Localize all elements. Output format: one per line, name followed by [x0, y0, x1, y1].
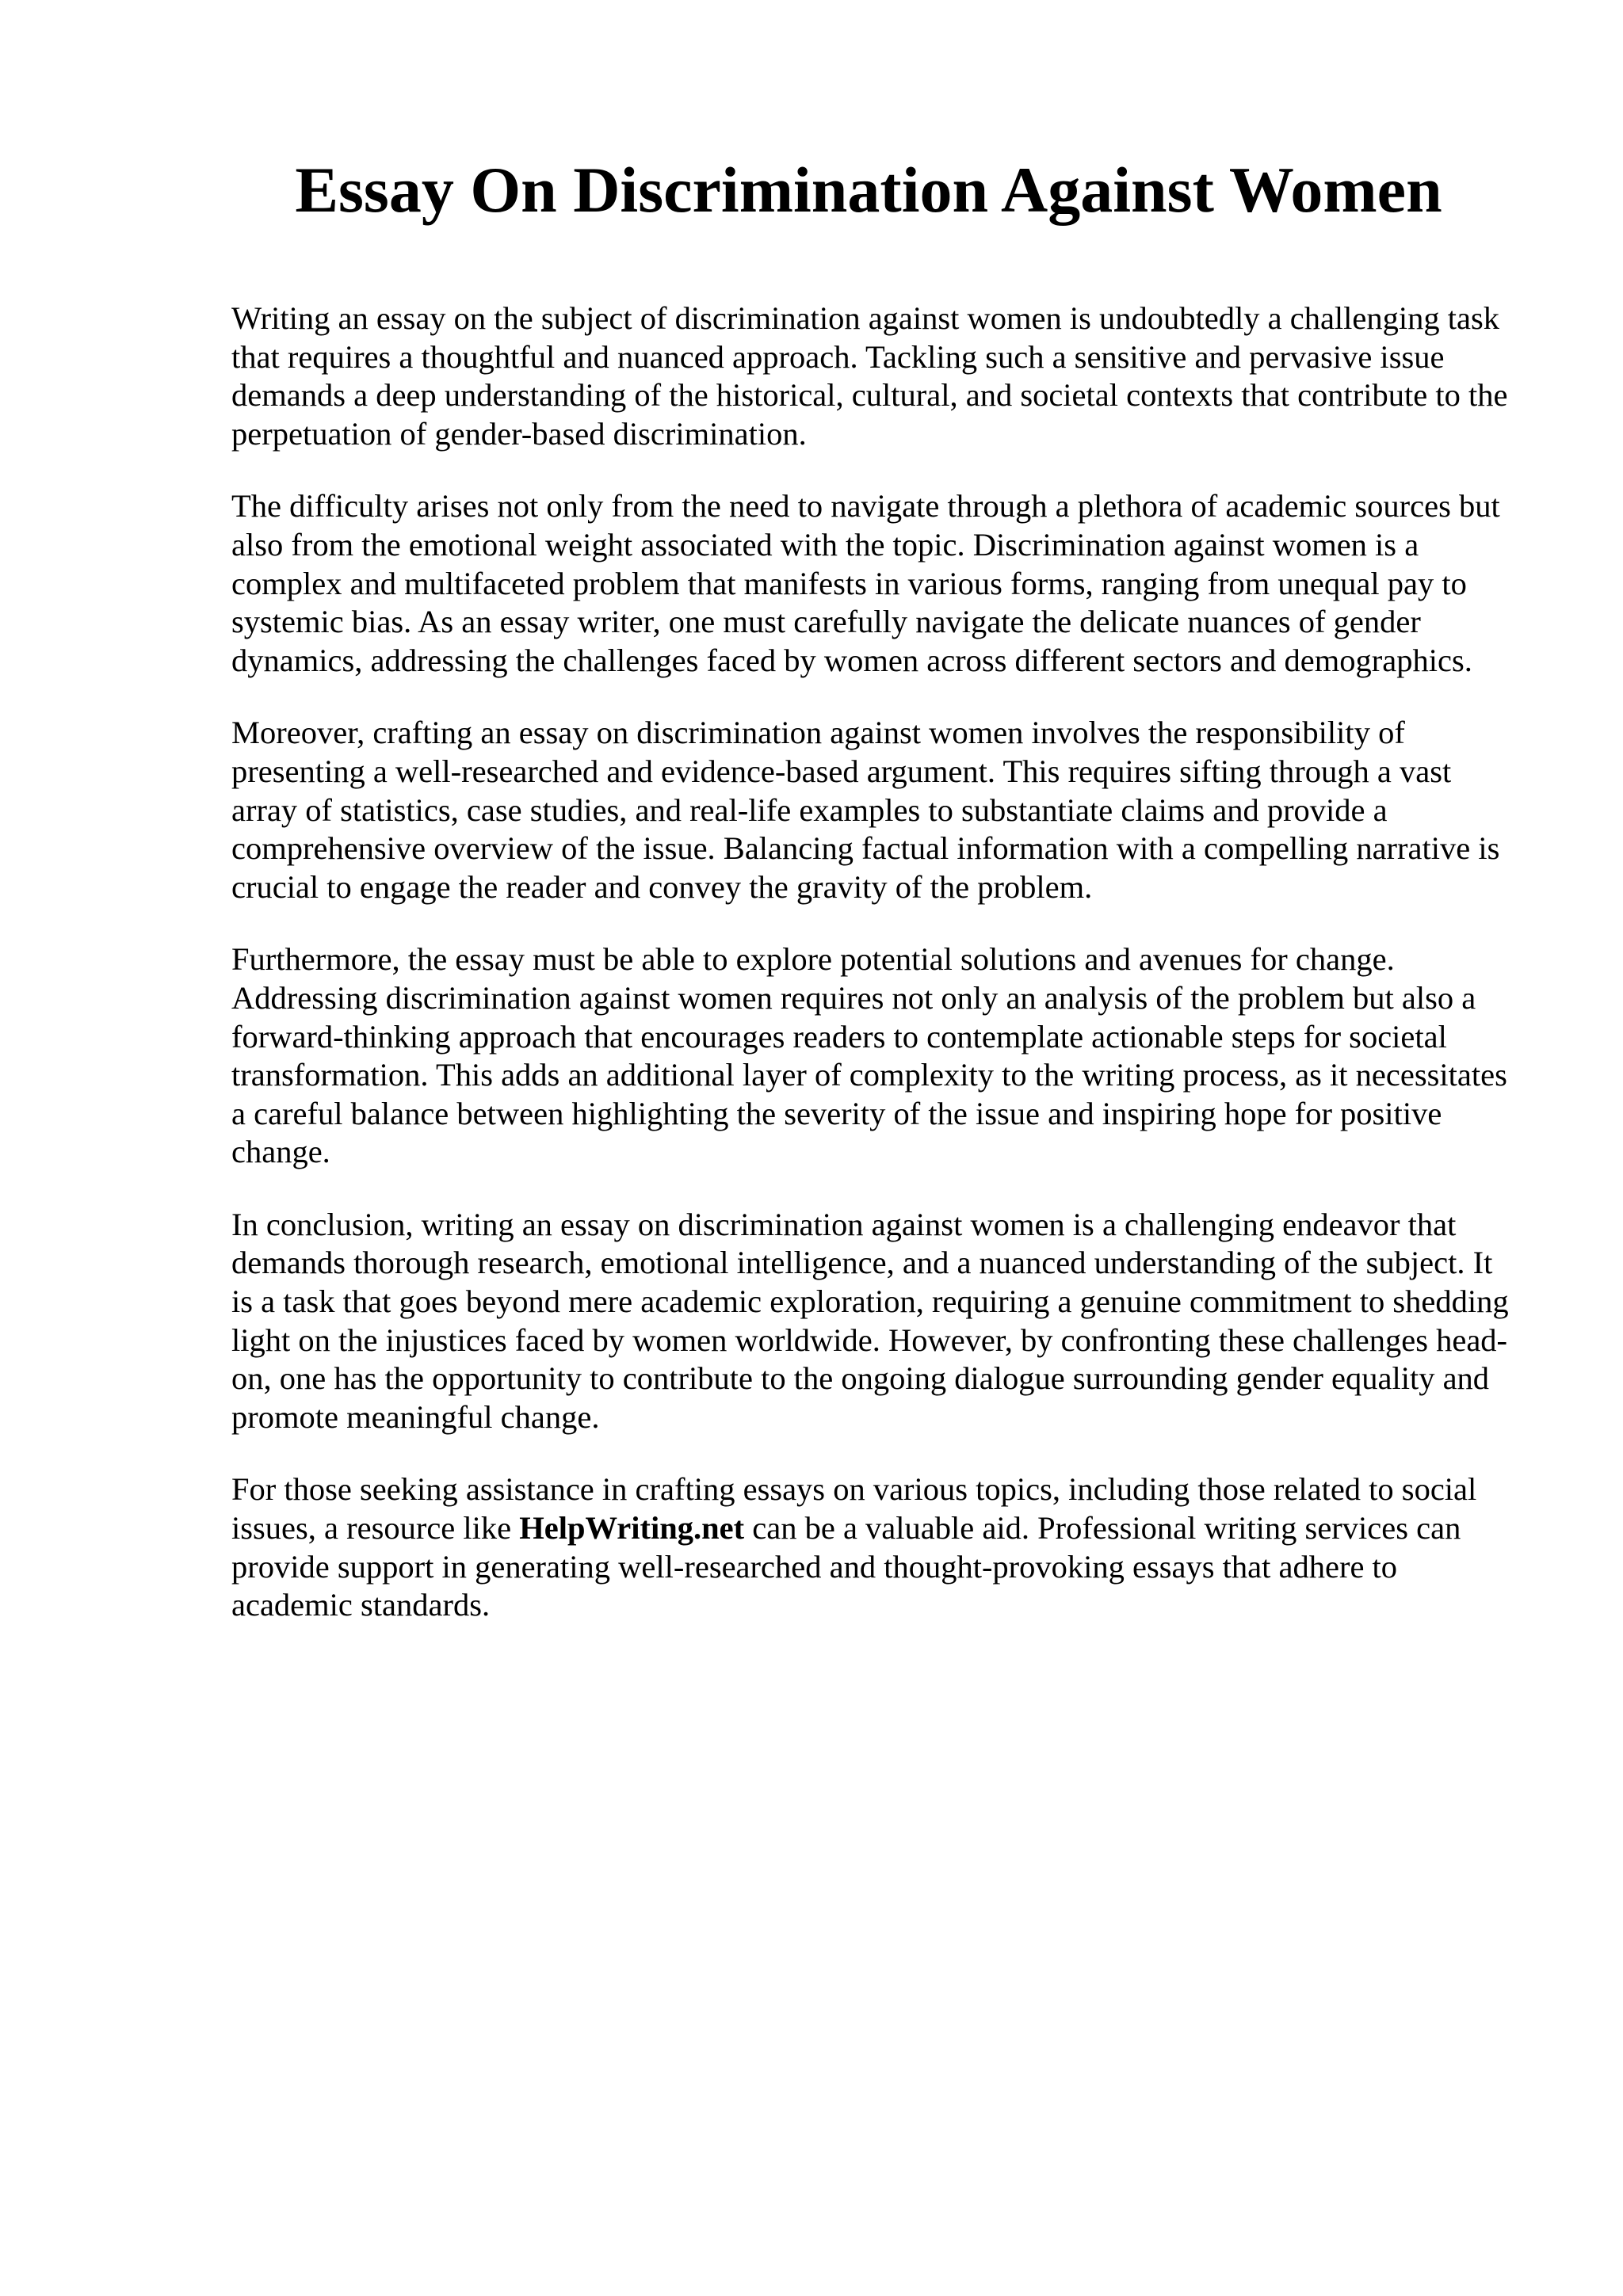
paragraph-6-outro: can be a valuable aid. Professional writing services can provide support in generating well-researched and thought-provoking essays that adhere to academic standards. — [231, 1510, 1461, 1623]
paragraph-4: Furthermore, the essay must be able to explore potential solutions and avenues for change. Addressing discrimination against women requires not only an analysis of the problem but also a forward-thinking approach that encourages readers to contemplate actionable steps for societal transformation. This adds an additional layer of complexity to the writing process, as it necessitates a careful balance between highlighting the severity of the issue and inspiring hope for positive change. — [231, 941, 1507, 1170]
paragraph-5: In conclusion, writing an essay on discrimination against women is a challenging endeavor that demands thorough research, emotional intelligence, and a nuanced understanding of the subject. It is a task that goes beyond mere academic exploration, requiring a genuine commitment to shedding light on the injustices faced by women worldwide. However, by confronting these challenges head-on, one has the opportunity to contribute to the ongoing dialogue surrounding gender equality and promote meaningful change. — [231, 1206, 1509, 1435]
paragraph-3: Moreover, crafting an essay on discrimination against women involves the responsibility of presenting a well-researched and evidence-based argument. This requires sifting through a vast array of statistics, case studies, and real-life examples to substantiate claims and provide a comprehensive overview of the issue. Balancing factual information with a compelling narrative is crucial to engage the reader and convey the gravity of the problem. — [231, 715, 1500, 905]
paragraph-2: The difficulty arises not only from the need to navigate through a plethora of academic sources but also from the emotional weight associated with the topic. Discrimination against women is a complex and multifaceted problem that manifests in various forms, ranging from unequal pay to systemic bias. As an essay writer, one must carefully navigate the delicate nuances of gender dynamics, addressing the challenges faced by women across different sectors and demographics. — [231, 488, 1500, 678]
helpwriting-link[interactable]: HelpWriting.net — [519, 1510, 745, 1547]
page-title: Essay On Discrimination Against Women — [295, 154, 1442, 226]
paragraph-6-intro: For those seeking assistance in crafting essays on various topics, including those related to social issues, a resource like — [231, 1471, 1477, 1547]
paragraph-6 — [231, 1470, 1511, 1624]
essay-body — [231, 299, 1511, 1659]
paragraph-1: Writing an essay on the subject of discrimination against women is undoubtedly a challenging task that requires a thoughtful and nuanced approach. Tackling such a sensitive and pervasive issue demands a deep understanding of the historical, cultural, and societal contexts that contribute to the perpetuation of gender-based discrimination. — [231, 300, 1508, 452]
